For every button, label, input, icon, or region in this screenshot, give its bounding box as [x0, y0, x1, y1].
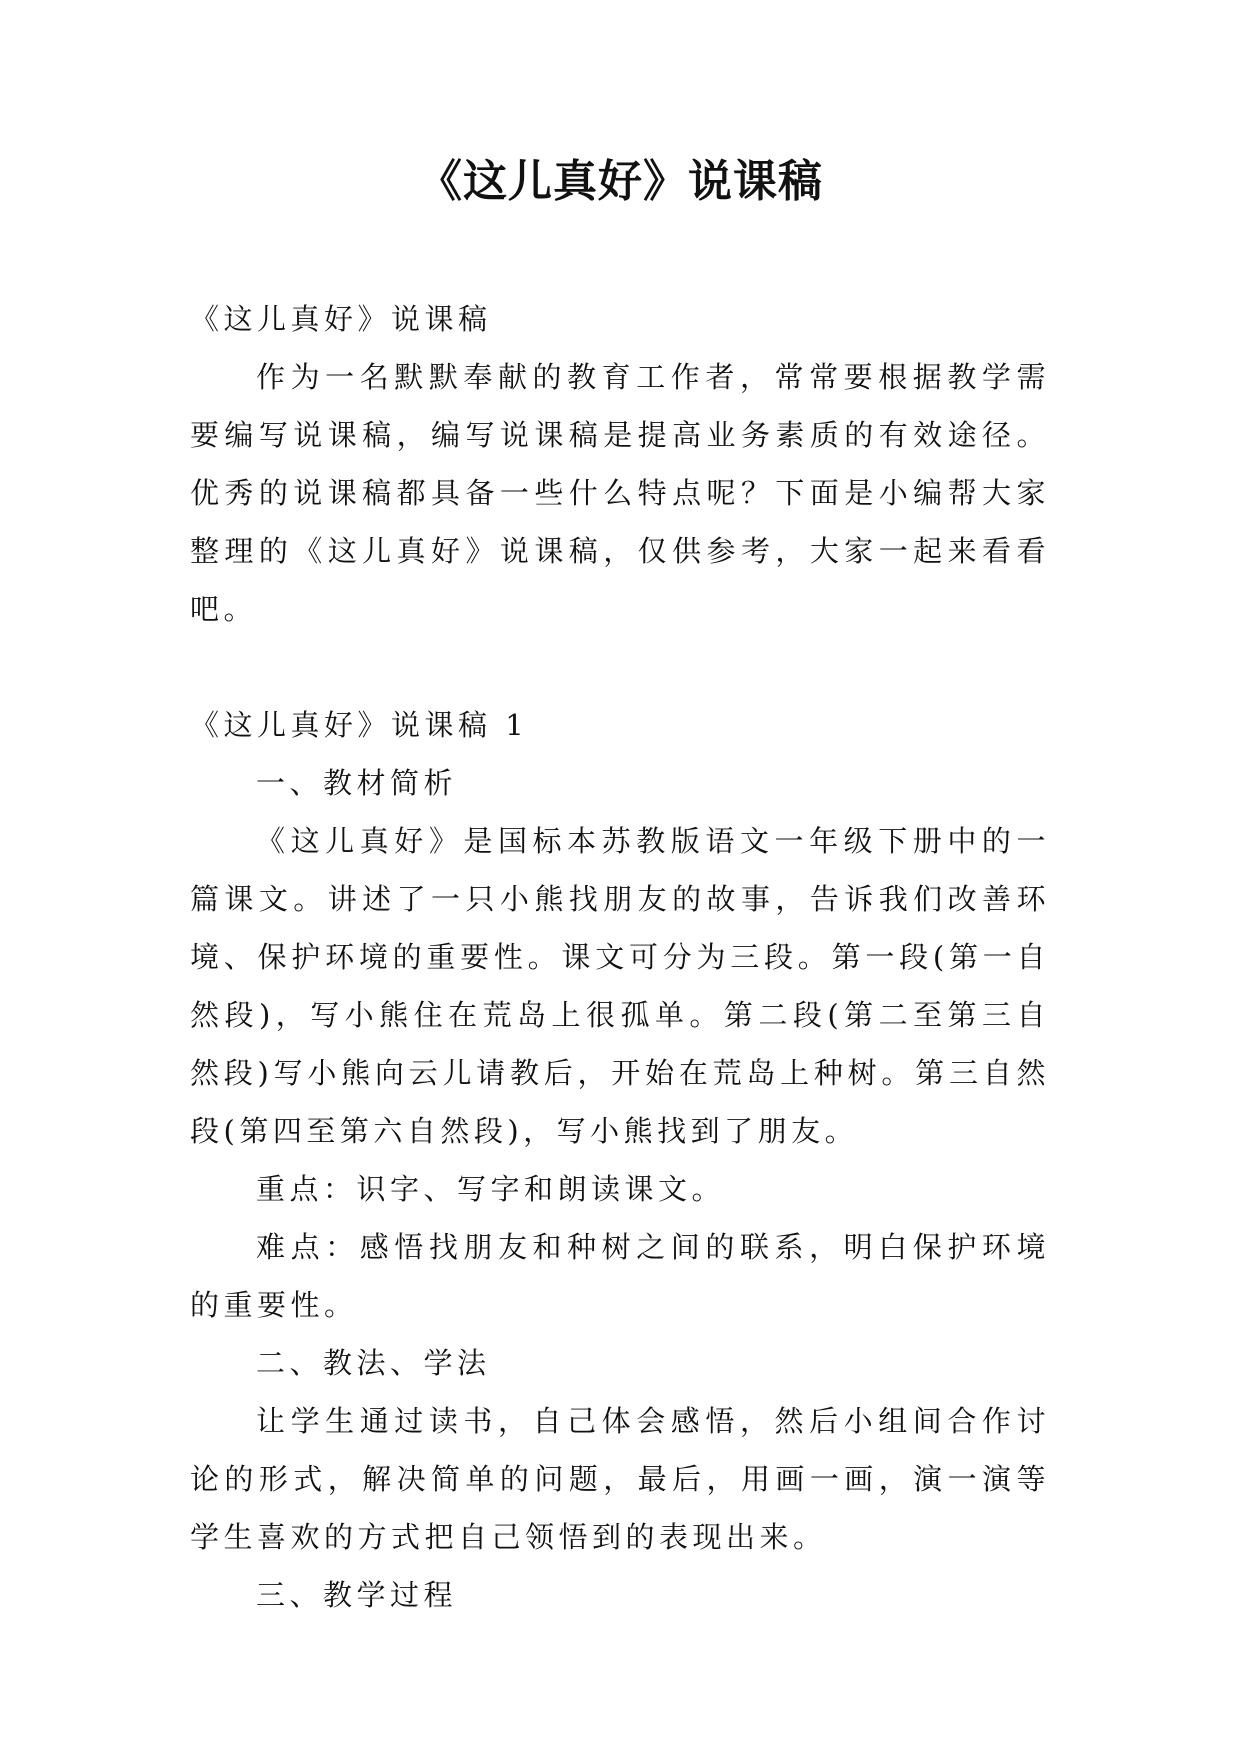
- key-points-paragraph: 重点：识字、写字和朗读课文。: [256, 1172, 726, 1206]
- section-heading: 《这儿真好》说课稿 1: [190, 708, 529, 742]
- heading-teaching-methods: 二、教法、学法: [256, 1346, 491, 1380]
- heading-textbook-analysis: 一、教材简析: [256, 766, 458, 800]
- intro-paragraph: 作为一名默默奉献的教育工作者，常常要根据教学需要编写说课稿，编写说课稿是提高业务素质的有效途径。优秀的说课稿都具备一些什么特点呢？下面是小编帮大家整理的《这儿真好》说课稿，仅供参考，大家一起来看看吧。: [190, 360, 1050, 626]
- paragraph-gap: [190, 638, 1050, 696]
- teaching-methods-paragraph: 让学生通过读书，自己体会感悟，然后小组间合作讨论的形式，解决简单的问题，最后，用画一画，演一演等学生喜欢的方式把自己领悟到的表现出来。: [190, 1404, 1050, 1554]
- subtitle-line: 《这儿真好》说课稿: [190, 302, 492, 336]
- textbook-analysis-paragraph: 《这儿真好》是国标本苏教版语文一年级下册中的一篇课文。讲述了一只小熊找朋友的故事，告诉我们改善环境、保护环境的重要性。课文可分为三段。第一段(第一自然段)，写小熊住在荒岛上很孤单。第二段(第二至第三自然段)写小熊向云儿请教后，开始在荒岛上种树。第三自然段(第四至第六自然段)，写小熊找到了朋友。: [190, 824, 1050, 1148]
- document-body: [190, 290, 1050, 1624]
- heading-teaching-process: 三、教学过程: [256, 1578, 458, 1612]
- difficult-points-paragraph: 难点：感悟找朋友和种树之间的联系，明白保护环境的重要性。: [190, 1230, 1050, 1322]
- page-title: 《这儿真好》说课稿: [418, 156, 823, 207]
